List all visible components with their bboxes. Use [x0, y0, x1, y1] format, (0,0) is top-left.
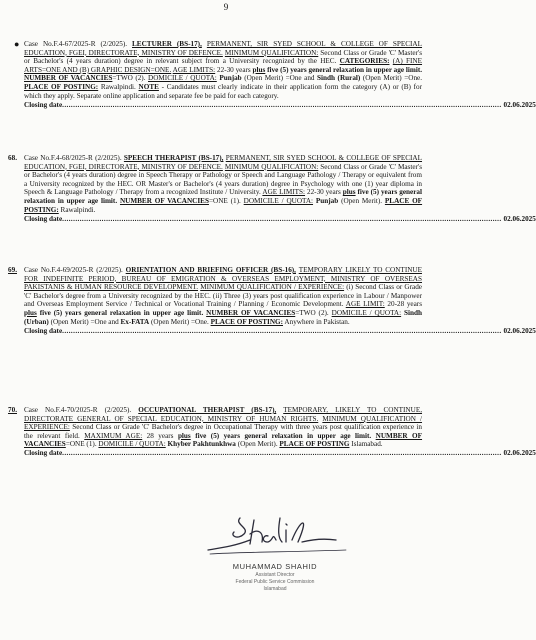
closing-label: Closing date — [24, 100, 63, 109]
qualification-text: Second Class or Grade 'C' Master's or Bachelor's (4 years duration) degree in Speech Therapy or Pathology or Speech and Language Pathology / Therapy or equivalent from a University recognized by the HEC. OR Master's or Bachelor's (4 years duration) degree in Psychology with one (1) year diploma in Speech & Language Pathology / Therapy from a recognized Institute / University. — [24, 162, 422, 197]
domicile-quota-2: (Open Merit) =One. — [362, 74, 423, 83]
age-relaxation: five (5) years general relaxation in upper age limit. — [195, 431, 372, 440]
age-range: 22-30 years — [306, 188, 341, 197]
age-range: 28 years — [146, 431, 174, 440]
age-plus: plus — [177, 431, 191, 440]
posting-place: Islamabad. — [351, 440, 383, 449]
posting-label: PLACE OF POSTING: — [210, 317, 283, 326]
domicile-region-2: Sindh (Rural) — [317, 74, 361, 83]
post-status: PERMANENT, SIR SYED SCHOOL & COLLEGE OF SPECIAL EDUCATION, FGEI, DIRECTORATE, MINISTRY OF DEFENCE. — [24, 154, 423, 171]
domicile-region-2: Ex-FATA — [120, 317, 150, 326]
vacancy-entry-68 — [8, 154, 536, 223]
domicile-quota-1: (Open Merit) =One and — [244, 74, 315, 83]
age-relaxation: five (5) years general relaxation in upper age limit. — [24, 188, 423, 205]
post-status: TEMPORARY LIKELY TO CONTINUE FOR INDEFINITE PERIOD, BUREAU OF EMIGRATION & OVERSEAS EMPLOYMENT, MINISTRY OF OVERSEAS PAKISTANIS & HUMAN RESOURCE DEVELOPMENT. — [24, 266, 422, 292]
case-number: Case No.F.4-68/2025-R (2/2025). — [24, 154, 122, 162]
vacancies-count: =TWO (2). — [295, 308, 329, 317]
entry-number: 69. — [8, 266, 17, 274]
entry-body — [24, 154, 422, 214]
closing-date: 02.06.2025 — [503, 449, 536, 458]
posting-label: PLACE OF POSTING — [279, 440, 350, 449]
signatory-name: MUHAMMAD SHAHID — [232, 562, 318, 571]
age-plus: plus — [252, 65, 266, 74]
age-limit-label: MAXIMUM AGE: — [84, 431, 143, 440]
leader-dots: ........................................................................................................................................................................................................ — [62, 100, 502, 109]
signatory-location: Islamabad — [263, 586, 287, 592]
domicile-quota-1: (Open Merit). — [341, 196, 383, 205]
domicile-region-1: Sindh (Urban) — [24, 308, 422, 326]
post-title: SPEECH THERAPIST (BS-17), — [123, 154, 224, 162]
closing-date: 02.06.2025 — [503, 100, 536, 109]
note-label: NOTE — [138, 82, 159, 91]
vacancies-count: =TWO (2). — [112, 74, 146, 83]
vacancy-entry-70 — [8, 406, 536, 458]
closing-date-row — [24, 449, 536, 458]
closing-label: Closing date — [24, 326, 63, 335]
signature-scribble — [150, 510, 400, 570]
closing-label: Closing date — [24, 449, 63, 458]
domicile-label: DOMICILE / QUOTA: — [98, 440, 166, 449]
closing-date-row — [24, 326, 536, 336]
post-title: ORIENTATION AND BRIEFING OFFICER (BS-16), — [125, 266, 296, 274]
age-range: 20-28 years — [387, 300, 422, 309]
posting-label: PLACE OF POSTING: — [24, 196, 423, 214]
domicile-quota-2: (Open Merit) =One. — [151, 317, 209, 326]
age-limit-label: AGE LIMIT: — [345, 300, 385, 309]
closing-date: 02.06.2025 — [503, 214, 536, 223]
posting-label: PLACE OF POSTING: — [24, 82, 99, 91]
qualification-label: MINIMUM QUALIFICATION / EXPERIENCE: — [200, 283, 345, 292]
post-title: LECTURER (BS-17), — [132, 40, 202, 48]
page-number: 9 — [223, 2, 229, 12]
signatory-organization: Federal Public Service Commission — [235, 579, 315, 585]
domicile-label: DOMICILE / QUOTA: — [148, 74, 217, 83]
entry-body — [24, 40, 422, 100]
post-title: OCCUPATIONAL THERAPIST (BS-17), — [138, 406, 277, 414]
age-relaxation: five (5) years general relaxation in upper age limit. — [39, 308, 204, 317]
case-number: Case No.F.4-67/2025-R (2/2025). — [24, 40, 128, 48]
vacancy-entry-67 — [14, 39, 536, 109]
domicile-quota-1: (Open Merit) =One and — [50, 317, 119, 326]
leader-dots: ........................................................................................................................................................................................................ — [62, 214, 502, 223]
vacancies-label: NUMBER OF VACANCIES — [206, 308, 296, 317]
age-limit-label: AGE LIMITS: — [262, 188, 306, 197]
post-status: PERMANENT, SIR SYED SCHOOL & COLLEGE OF SPECIAL EDUCATION, FGEI, DIRECTORATE, MINISTRY OF DEFENCE. — [24, 40, 423, 57]
qualification-text: (i) Second Class or Grade 'C' Bachelor's degree from a University recognized by the HEC. (ii) Three (3) years post qualification experience in Labour / Manpower and Overseas Employment Service / Technical or Vocational Training / Planning / Economic Development. — [24, 283, 422, 309]
vacancies-label: NUMBER OF VACANCIES — [24, 74, 113, 83]
age-plus: plus — [342, 188, 356, 197]
qualification-text: Second Class or Grade 'C' Master's or Bachelor's (4 years duration) degree in relevant subject from a University recognized by the HEC. — [24, 48, 422, 66]
domicile-quota-1: (Open Merit). — [237, 440, 278, 449]
categories-text: (A) FINE ARTS=ONE AND (B) GRAPHIC DESIGN=ONE. — [24, 57, 423, 74]
closing-date-row — [24, 214, 536, 224]
age-relaxation: five (5) years general relaxation in upper age limit. — [267, 65, 423, 74]
bullet-mark: ● — [14, 39, 20, 49]
closing-date-row — [24, 100, 536, 110]
leader-dots: ........................................................................................................................................................................................................ — [62, 326, 502, 335]
closing-label: Closing date — [24, 214, 63, 223]
qualification-label: MINIMUM QUALIFICATION: — [224, 48, 319, 57]
qualification-text: Second Class or Grade 'C' Bachelor's degree in Occupational Therapy with three years post qualification experience in the relevant field. — [24, 423, 423, 440]
vacancies-label: NUMBER OF VACANCIES — [119, 196, 209, 205]
post-status: TEMPORARY, LIKELY TO CONTINUE, DIRECTORATE GENERAL OF SPECIAL EDUCATION, MINISTRY OF HUMAN RIGHTS. — [24, 406, 423, 423]
posting-place: Rawalpindi. — [100, 82, 136, 91]
vacancies-count: =ONE (1). — [208, 196, 241, 205]
posting-place: Anywhere in Pakistan. — [284, 317, 350, 326]
domicile-label: DOMICILE / QUOTA: — [243, 196, 314, 205]
domicile-region-1: Punjab — [315, 196, 339, 205]
entry-number: 68. — [8, 154, 17, 162]
qualification-label: MINIMUM QUALIFICATION: — [224, 162, 319, 171]
age-limit-label: AGE LIMITS: — [172, 65, 216, 74]
entry-number: 70. — [8, 406, 17, 414]
age-plus: plus — [24, 308, 37, 317]
age-range: 22-30 years — [217, 65, 251, 74]
domicile-region-1: Punjab — [219, 74, 242, 83]
case-number: Case No.F.4-70/2025-R (2/2025). — [24, 406, 132, 414]
leader-dots: ........................................................................................................................................................................................................ — [62, 449, 502, 458]
note-text: - Candidates must clearly indicate in their application form the category (A) or (B) for which they apply. Separate online application and separate fee be paid for each category. — [24, 82, 423, 100]
vacancies-count: =ONE (1). — [65, 440, 97, 449]
entry-body — [24, 406, 422, 449]
posting-place: Rawalpindi. — [60, 205, 96, 214]
categories-label: CATEGORIES: — [339, 57, 390, 66]
case-number: Case No.F.4-69/2025-R (2/2025). — [24, 266, 123, 274]
signature-block — [150, 510, 400, 610]
domicile-label: DOMICILE / QUOTA: — [331, 308, 402, 317]
vacancies-label: NUMBER OF VACANCIES — [24, 431, 423, 449]
qualification-label: MINIMUM QUALIFICATION / EXPERIENCE: — [24, 414, 423, 432]
signatory-role: Assistant Director — [255, 572, 295, 578]
closing-date: 02.06.2025 — [503, 326, 536, 335]
domicile-region-1: Khyber Pakhtunkhwa — [167, 440, 236, 449]
vacancy-entry-69 — [8, 266, 536, 335]
entry-body — [24, 266, 422, 326]
